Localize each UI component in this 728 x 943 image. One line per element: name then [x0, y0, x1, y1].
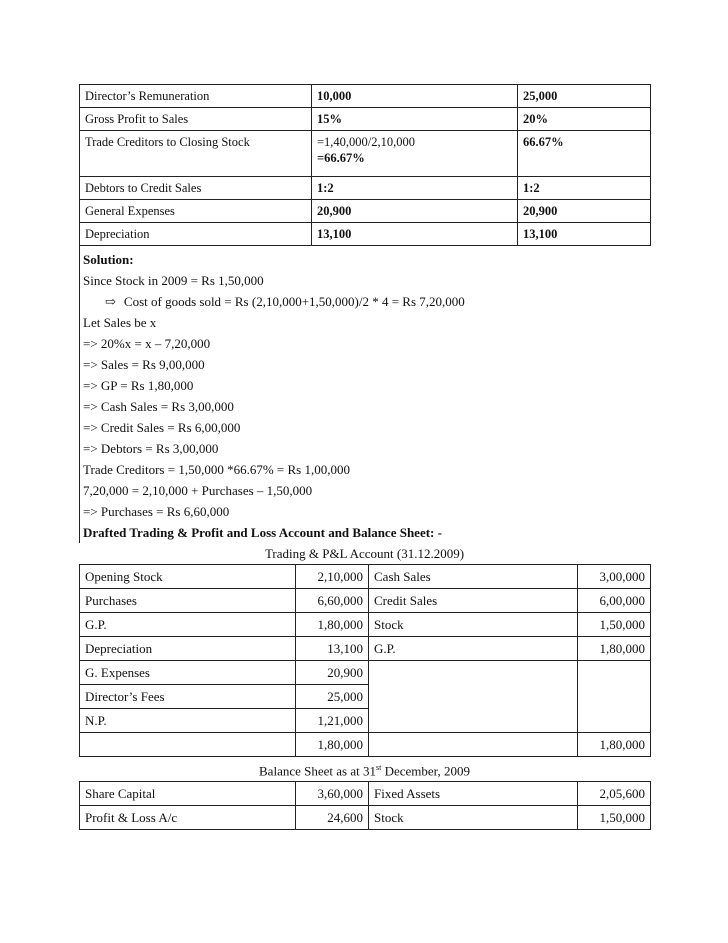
debit-total: 1,80,000	[296, 733, 369, 757]
solution-line: => 20%x = x – 7,20,000	[83, 336, 211, 351]
solution-line: Trade Creditors = 1,50,000 *66.67% = Rs 1,00,000	[83, 462, 350, 477]
credit-item: Cash Sales	[369, 565, 578, 589]
table-row	[80, 177, 651, 200]
table-row	[80, 806, 651, 830]
ratio-value-2010: 1:2	[518, 177, 651, 200]
credit-amount: 6,00,000	[578, 589, 651, 613]
debit-amount: 6,60,000	[296, 589, 369, 613]
debit-item: Opening Stock	[80, 565, 296, 589]
solution-line-bullet	[83, 291, 650, 312]
ratio-label: General Expenses	[80, 200, 312, 223]
liability-item: Share Capital	[80, 782, 296, 806]
debit-amount: 2,10,000	[296, 565, 369, 589]
credit-item: Credit Sales	[369, 589, 578, 613]
ratio-value-2009	[312, 131, 518, 177]
credit-amount	[578, 709, 651, 733]
trading-account-title: Trading & P&L Account (31.12.2009)	[264, 546, 465, 561]
ratio-value-result: =66.67%	[317, 151, 365, 165]
solution-line: => GP = Rs 1,80,000	[83, 378, 194, 393]
ratio-value-2009: 10,000	[312, 85, 518, 108]
credit-amount	[578, 661, 651, 685]
ratio-label: Gross Profit to Sales	[80, 108, 312, 131]
credit-item: G.P.	[369, 637, 578, 661]
table-row	[80, 131, 651, 177]
table-row	[80, 685, 651, 709]
solution-line: 7,20,000 = 2,10,000 + Purchases – 1,50,000	[83, 483, 313, 498]
balance-sheet-title-suffix: December, 2009	[381, 763, 470, 779]
table-row	[80, 637, 651, 661]
ratio-value-calc: =1,40,000/2,10,000	[317, 135, 416, 149]
credit-amount	[578, 685, 651, 709]
credit-amount: 3,00,000	[578, 565, 651, 589]
debit-item: Depreciation	[80, 637, 296, 661]
ratio-label: Debtors to Credit Sales	[80, 177, 312, 200]
debit-item: Purchases	[80, 589, 296, 613]
debit-amount: 25,000	[296, 685, 369, 709]
table-row	[80, 661, 651, 685]
debit-item: G.P.	[80, 613, 296, 637]
credit-amount: 1,80,000	[578, 637, 651, 661]
table-row	[80, 200, 651, 223]
ratio-value-2010: 20,900	[518, 200, 651, 223]
trading-account-table	[79, 564, 651, 757]
solution-line: => Purchases = Rs 6,60,000	[83, 504, 230, 519]
asset-amount: 2,05,600	[578, 782, 651, 806]
debit-amount: 20,900	[296, 661, 369, 685]
balance-sheet-title-prefix: Balance Sheet as at 31	[259, 763, 376, 779]
solution-heading: Solution:	[83, 252, 134, 267]
debit-item: N.P.	[80, 709, 296, 733]
solution-line: Cost of goods sold = Rs (2,10,000+1,50,000)/2 * 4 = Rs 7,20,000	[123, 294, 465, 309]
document-page	[79, 84, 650, 830]
debit-item: Director’s Fees	[80, 685, 296, 709]
balance-sheet-title-sup: st	[375, 763, 382, 772]
solution-line: => Sales = Rs 9,00,000	[83, 357, 205, 372]
solution-section	[79, 246, 650, 543]
drafted-heading: Drafted Trading & Profit and Loss Account and Balance Sheet: -	[83, 525, 442, 540]
asset-amount: 1,50,000	[578, 806, 651, 830]
credit-item	[369, 685, 578, 709]
table-row	[80, 709, 651, 733]
ratio-label: Trade Creditors to Closing Stock	[80, 131, 312, 177]
debit-item: G. Expenses	[80, 661, 296, 685]
table-row-total	[80, 733, 651, 757]
solution-line: => Credit Sales = Rs 6,00,000	[83, 420, 241, 435]
solution-line: Let Sales be x	[83, 315, 157, 330]
table-row	[80, 565, 651, 589]
table-row	[80, 589, 651, 613]
liability-amount: 3,60,000	[296, 782, 369, 806]
ratio-value-2010: 13,100	[518, 223, 651, 246]
debit-amount: 13,100	[296, 637, 369, 661]
ratio-value-2010: 25,000	[518, 85, 651, 108]
ratio-value-2009: 13,100	[312, 223, 518, 246]
debit-item	[80, 733, 296, 757]
credit-item	[369, 709, 578, 733]
ratio-value-2010: 66.67%	[518, 131, 651, 177]
credit-item: Stock	[369, 613, 578, 637]
asset-item: Fixed Assets	[369, 782, 578, 806]
liability-item: Profit & Loss A/c	[80, 806, 296, 830]
balance-sheet-table	[79, 781, 651, 830]
table-row	[80, 613, 651, 637]
ratio-label: Director’s Remuneration	[80, 85, 312, 108]
arrow-right-icon: ⇨	[105, 294, 116, 309]
solution-line: Since Stock in 2009 = Rs 1,50,000	[83, 273, 264, 288]
ratio-table	[79, 84, 651, 246]
debit-amount: 1,80,000	[296, 613, 369, 637]
balance-sheet-title	[79, 757, 650, 781]
ratio-value-2009: 15%	[312, 108, 518, 131]
credit-amount: 1,50,000	[578, 613, 651, 637]
solution-line: => Debtors = Rs 3,00,000	[83, 441, 219, 456]
asset-item: Stock	[369, 806, 578, 830]
table-row	[80, 108, 651, 131]
ratio-value-2009: 20,900	[312, 200, 518, 223]
liability-amount: 24,600	[296, 806, 369, 830]
table-row	[80, 782, 651, 806]
debit-amount: 1,21,000	[296, 709, 369, 733]
table-row	[80, 85, 651, 108]
credit-total: 1,80,000	[578, 733, 651, 757]
table-row	[80, 223, 651, 246]
ratio-value-2010: 20%	[518, 108, 651, 131]
credit-item	[369, 733, 578, 757]
solution-line: => Cash Sales = Rs 3,00,000	[83, 399, 234, 414]
ratio-value-2009: 1:2	[312, 177, 518, 200]
ratio-label: Depreciation	[80, 223, 312, 246]
credit-item	[369, 661, 578, 685]
